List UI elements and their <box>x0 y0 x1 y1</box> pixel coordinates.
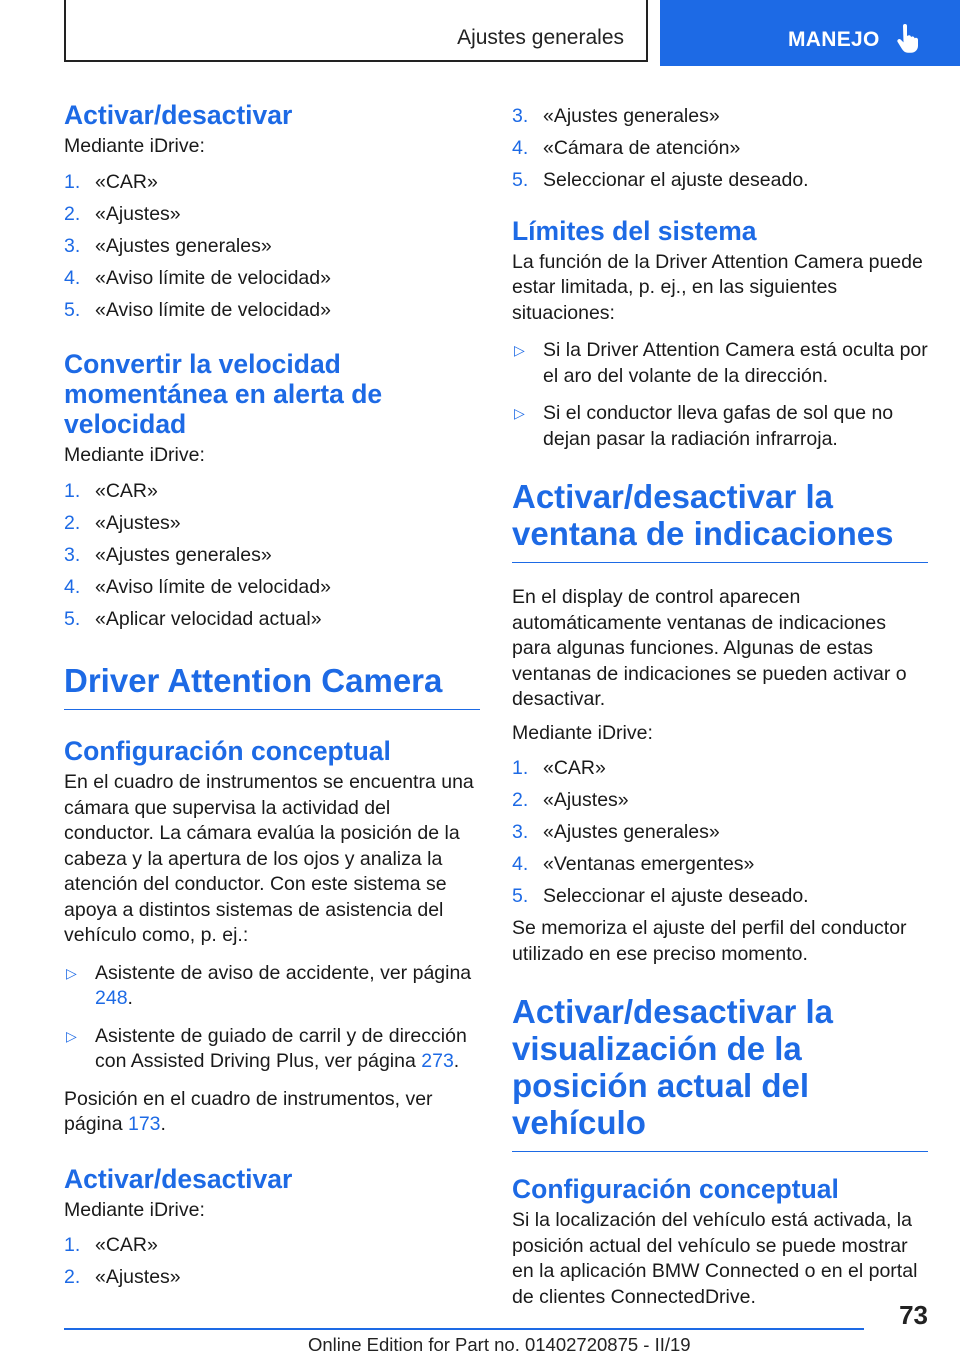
bullet-list <box>512 338 928 452</box>
section-heading: Activar/desactivar <box>64 1163 293 1194</box>
triangle-bullet-icon: ▷ <box>66 964 77 981</box>
list-item: 4. «Cámara de atención» <box>512 137 741 159</box>
section-title: Ajustes generales <box>457 26 624 49</box>
list-item: ▷ Asistente de aviso de accidente, ver página 248. <box>66 961 472 1009</box>
list-item: 3. «Ajustes generales» <box>512 821 720 843</box>
list-item: 2. «Ajustes» <box>512 789 629 811</box>
left-column <box>64 100 480 1297</box>
section-heading: Activar/desactivar <box>64 100 293 130</box>
list-item: 2. «Ajustes» <box>64 1266 181 1288</box>
steps-list <box>64 1233 480 1291</box>
list-item: 4. «Aviso límite de velocidad» <box>64 575 331 598</box>
list-item: ▷ Asistente de guiado de carril y de dirección con Assisted Driving Plus, ver página 273. <box>66 1024 467 1072</box>
list-item: ▷ Si la Driver Attention Camera está oculta por el aro del volante de la dirección. <box>514 339 928 387</box>
list-item: 1. «CAR» <box>64 1234 158 1256</box>
body-text: Posición en el cuadro de instrumentos, ver página 173. <box>64 1087 433 1135</box>
page-link[interactable]: 173 <box>127 1113 161 1135</box>
intro-text: Mediante iDrive: <box>512 721 653 744</box>
page-header <box>0 0 960 66</box>
intro-text: Mediante iDrive: <box>64 1198 205 1221</box>
footer-divider <box>64 1328 864 1330</box>
triangle-bullet-icon: ▷ <box>514 405 525 421</box>
list-item: 3. «Ajustes generales» <box>64 543 272 566</box>
page-number: 73 <box>899 1300 928 1330</box>
body-text: Se memoriza el ajuste del perfil del conductor utilizado en ese preciso momento. <box>512 917 907 965</box>
list-item: 2. «Ajustes» <box>64 202 181 225</box>
section-heading: Configuración conceptual <box>512 1174 839 1204</box>
list-item: 2. «Ajustes» <box>64 511 181 534</box>
chapter-title: MANEJO <box>788 28 880 51</box>
list-item: 5. Seleccionar el ajuste deseado. <box>512 885 809 907</box>
list-item: 4. «Ventanas emergentes» <box>512 853 755 875</box>
chapter-heading: Activar/desactivar la visualización de la posición actual del vehículo <box>512 993 928 1152</box>
bullet-list <box>64 961 480 1075</box>
list-item: 5. «Aviso límite de velocidad» <box>64 298 331 321</box>
steps-list <box>512 104 928 194</box>
list-item: 1. «CAR» <box>512 757 606 779</box>
intro-text: Mediante iDrive: <box>64 135 205 157</box>
steps-list <box>64 170 480 324</box>
steps-list <box>512 756 928 910</box>
section-heading: Convertir la velocidad momentánea en alerta de velocidad <box>64 349 383 439</box>
body-text: La función de la Driver Attention Camera puede estar limitada, p. ej., en las siguientes situaciones: <box>512 250 923 324</box>
right-column <box>512 104 928 1310</box>
section-tab <box>64 0 648 62</box>
page-link[interactable]: 248 <box>95 987 128 1009</box>
steps-list <box>64 479 480 633</box>
list-item: 4. «Aviso límite de velocidad» <box>64 266 331 289</box>
triangle-bullet-icon: ▷ <box>66 1027 77 1044</box>
hand-pointer-icon <box>896 24 920 54</box>
chapter-heading: Driver Attention Camera <box>64 662 480 710</box>
chapter-heading: Activar/desactivar la ventana de indicaciones <box>512 478 928 563</box>
list-item: 5. Seleccionar el ajuste deseado. <box>512 169 809 191</box>
intro-text: Mediante iDrive: <box>64 444 205 466</box>
body-text: En el cuadro de instrumentos se encuentra una cámara que supervisa la actividad del conductor. La cámara evalúa la posición de la cabeza y la apertura de los ojos y analiza la atención del conductor. Con este sistema se apoya a distintos sistemas de asistencia del vehículo como, p. ej.: <box>64 771 474 946</box>
list-item: 3. «Ajustes generales» <box>64 234 272 257</box>
list-item: 5. «Aplicar velocidad actual» <box>64 607 322 630</box>
section-heading: Configuración conceptual <box>64 736 391 766</box>
body-text: Si la localización del vehículo está activada, la posición actual del vehículo se puede mostrar en la aplicación BMW Connected o en el portal de clientes ConnectedDrive. <box>512 1209 918 1308</box>
list-item: ▷ Si el conductor lleva gafas de sol que no dejan pasar la radiación infrarroja. <box>514 402 894 450</box>
section-heading: Límites del sistema <box>512 215 757 246</box>
list-item: 1. «CAR» <box>64 479 158 502</box>
chapter-tab <box>660 0 960 66</box>
edition-text: Online Edition for Part no. 01402720875 - II/19 <box>308 1334 691 1355</box>
list-item: 3. «Ajustes generales» <box>512 105 720 127</box>
body-text: En el display de control aparecen automáticamente ventanas de indicaciones para algunas funciones. Algunas de estas ventanas de indicaciones se pueden activar o desactivar. <box>512 586 907 710</box>
page-link[interactable]: 273 <box>421 1050 454 1072</box>
triangle-bullet-icon: ▷ <box>514 342 525 358</box>
list-item: 1. «CAR» <box>64 170 158 193</box>
